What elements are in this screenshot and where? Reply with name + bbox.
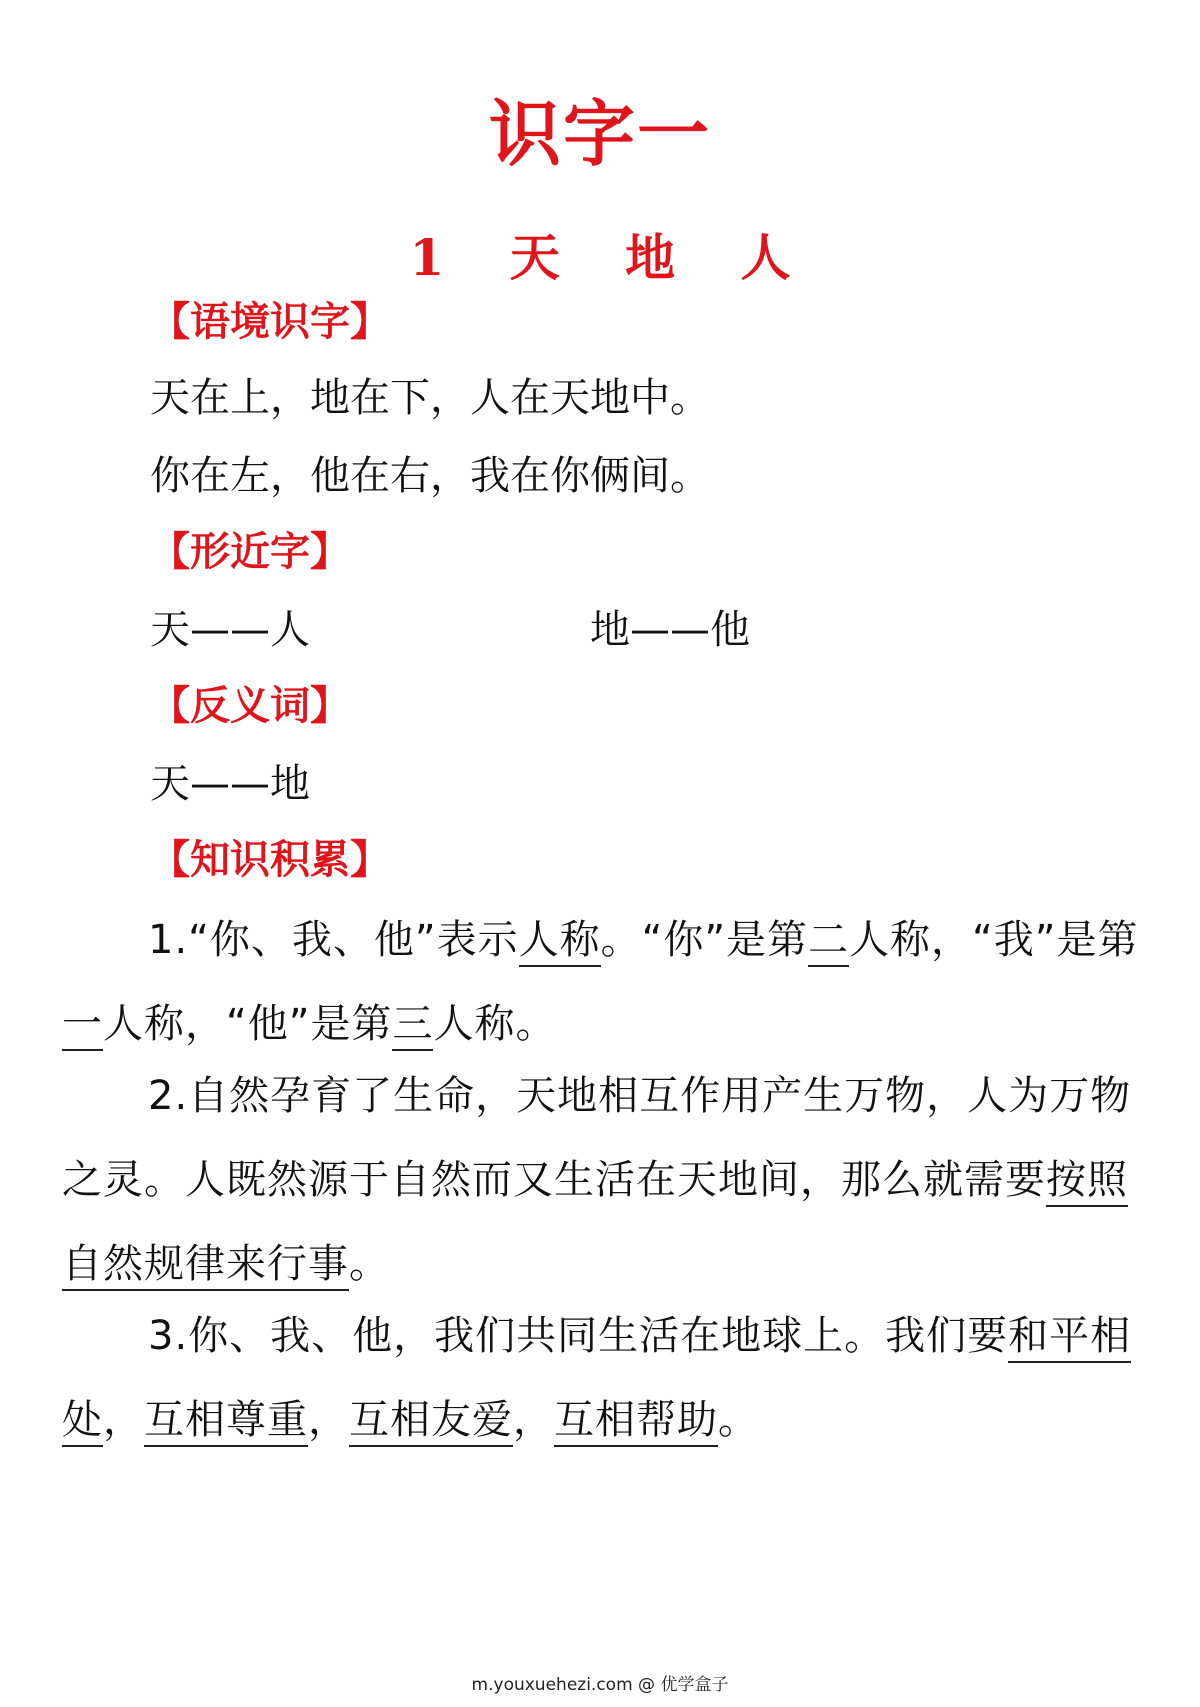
lesson-char: 地 [625, 228, 676, 287]
footer-watermark: m.youxuehezi.com @ 优学盒子 [471, 1675, 729, 1695]
answer-text: 互相帮助 [554, 1397, 718, 1447]
knowledge-text: 1.“你、我、他”表示 [148, 917, 519, 963]
section-heading-similar: 【形近字】 [150, 529, 350, 575]
knowledge-item [62, 898, 1148, 1066]
knowledge-text: ， [308, 1397, 349, 1443]
knowledge-text: 3.你、我、他，我们共同生活在地球上。我们要 [148, 1313, 1009, 1359]
context-line: 你在左，他在右，我在你俩间。 [150, 453, 710, 499]
knowledge-item [62, 1054, 1148, 1306]
knowledge-text: 人称。 [433, 1001, 557, 1047]
knowledge-item [62, 1294, 1148, 1462]
knowledge-text: 人称，“我”是第 [849, 917, 1139, 963]
knowledge-text: 。“你”是第 [600, 917, 809, 963]
similar-pair: 天——人 [150, 607, 310, 653]
antonym-pair: 天——地 [150, 761, 310, 807]
answer-text: 人称 [519, 917, 601, 967]
answer-text: 二 [808, 917, 849, 967]
section-heading-knowledge: 【知识积累】 [150, 837, 390, 883]
answer-text: 三 [392, 1001, 433, 1051]
page-title: 识字一 [488, 92, 711, 176]
answer-text: 互相友爱 [349, 1397, 513, 1447]
knowledge-text: ， [103, 1397, 144, 1443]
knowledge-text: 人称，“他”是第 [103, 1001, 393, 1047]
answer-text: 和平相处 [62, 1313, 1131, 1447]
section-heading-context: 【语境识字】 [150, 299, 390, 345]
lesson-number: 1 [409, 228, 445, 287]
knowledge-text: 。 [718, 1397, 759, 1443]
knowledge-text: ， [513, 1397, 554, 1443]
lesson-char: 天 [509, 228, 560, 287]
answer-text: 互相尊重 [144, 1397, 308, 1447]
lesson-title [0, 228, 1200, 288]
similar-pair: 地——他 [590, 607, 750, 653]
lesson-char: 人 [740, 228, 791, 287]
knowledge-text: 。 [349, 1241, 390, 1287]
section-heading-antonym: 【反义词】 [150, 683, 350, 729]
answer-text: 一 [62, 1001, 103, 1051]
context-line: 天在上，地在下，人在天地中。 [150, 375, 710, 421]
knowledge-text: 2.自然孕育了生命，天地相互作用产生万物，人为万物之灵。人既然源于自然而又生活在天地间，那么就需要 [62, 1073, 1132, 1203]
answer-text: 按照自然规律来行事 [62, 1157, 1128, 1291]
